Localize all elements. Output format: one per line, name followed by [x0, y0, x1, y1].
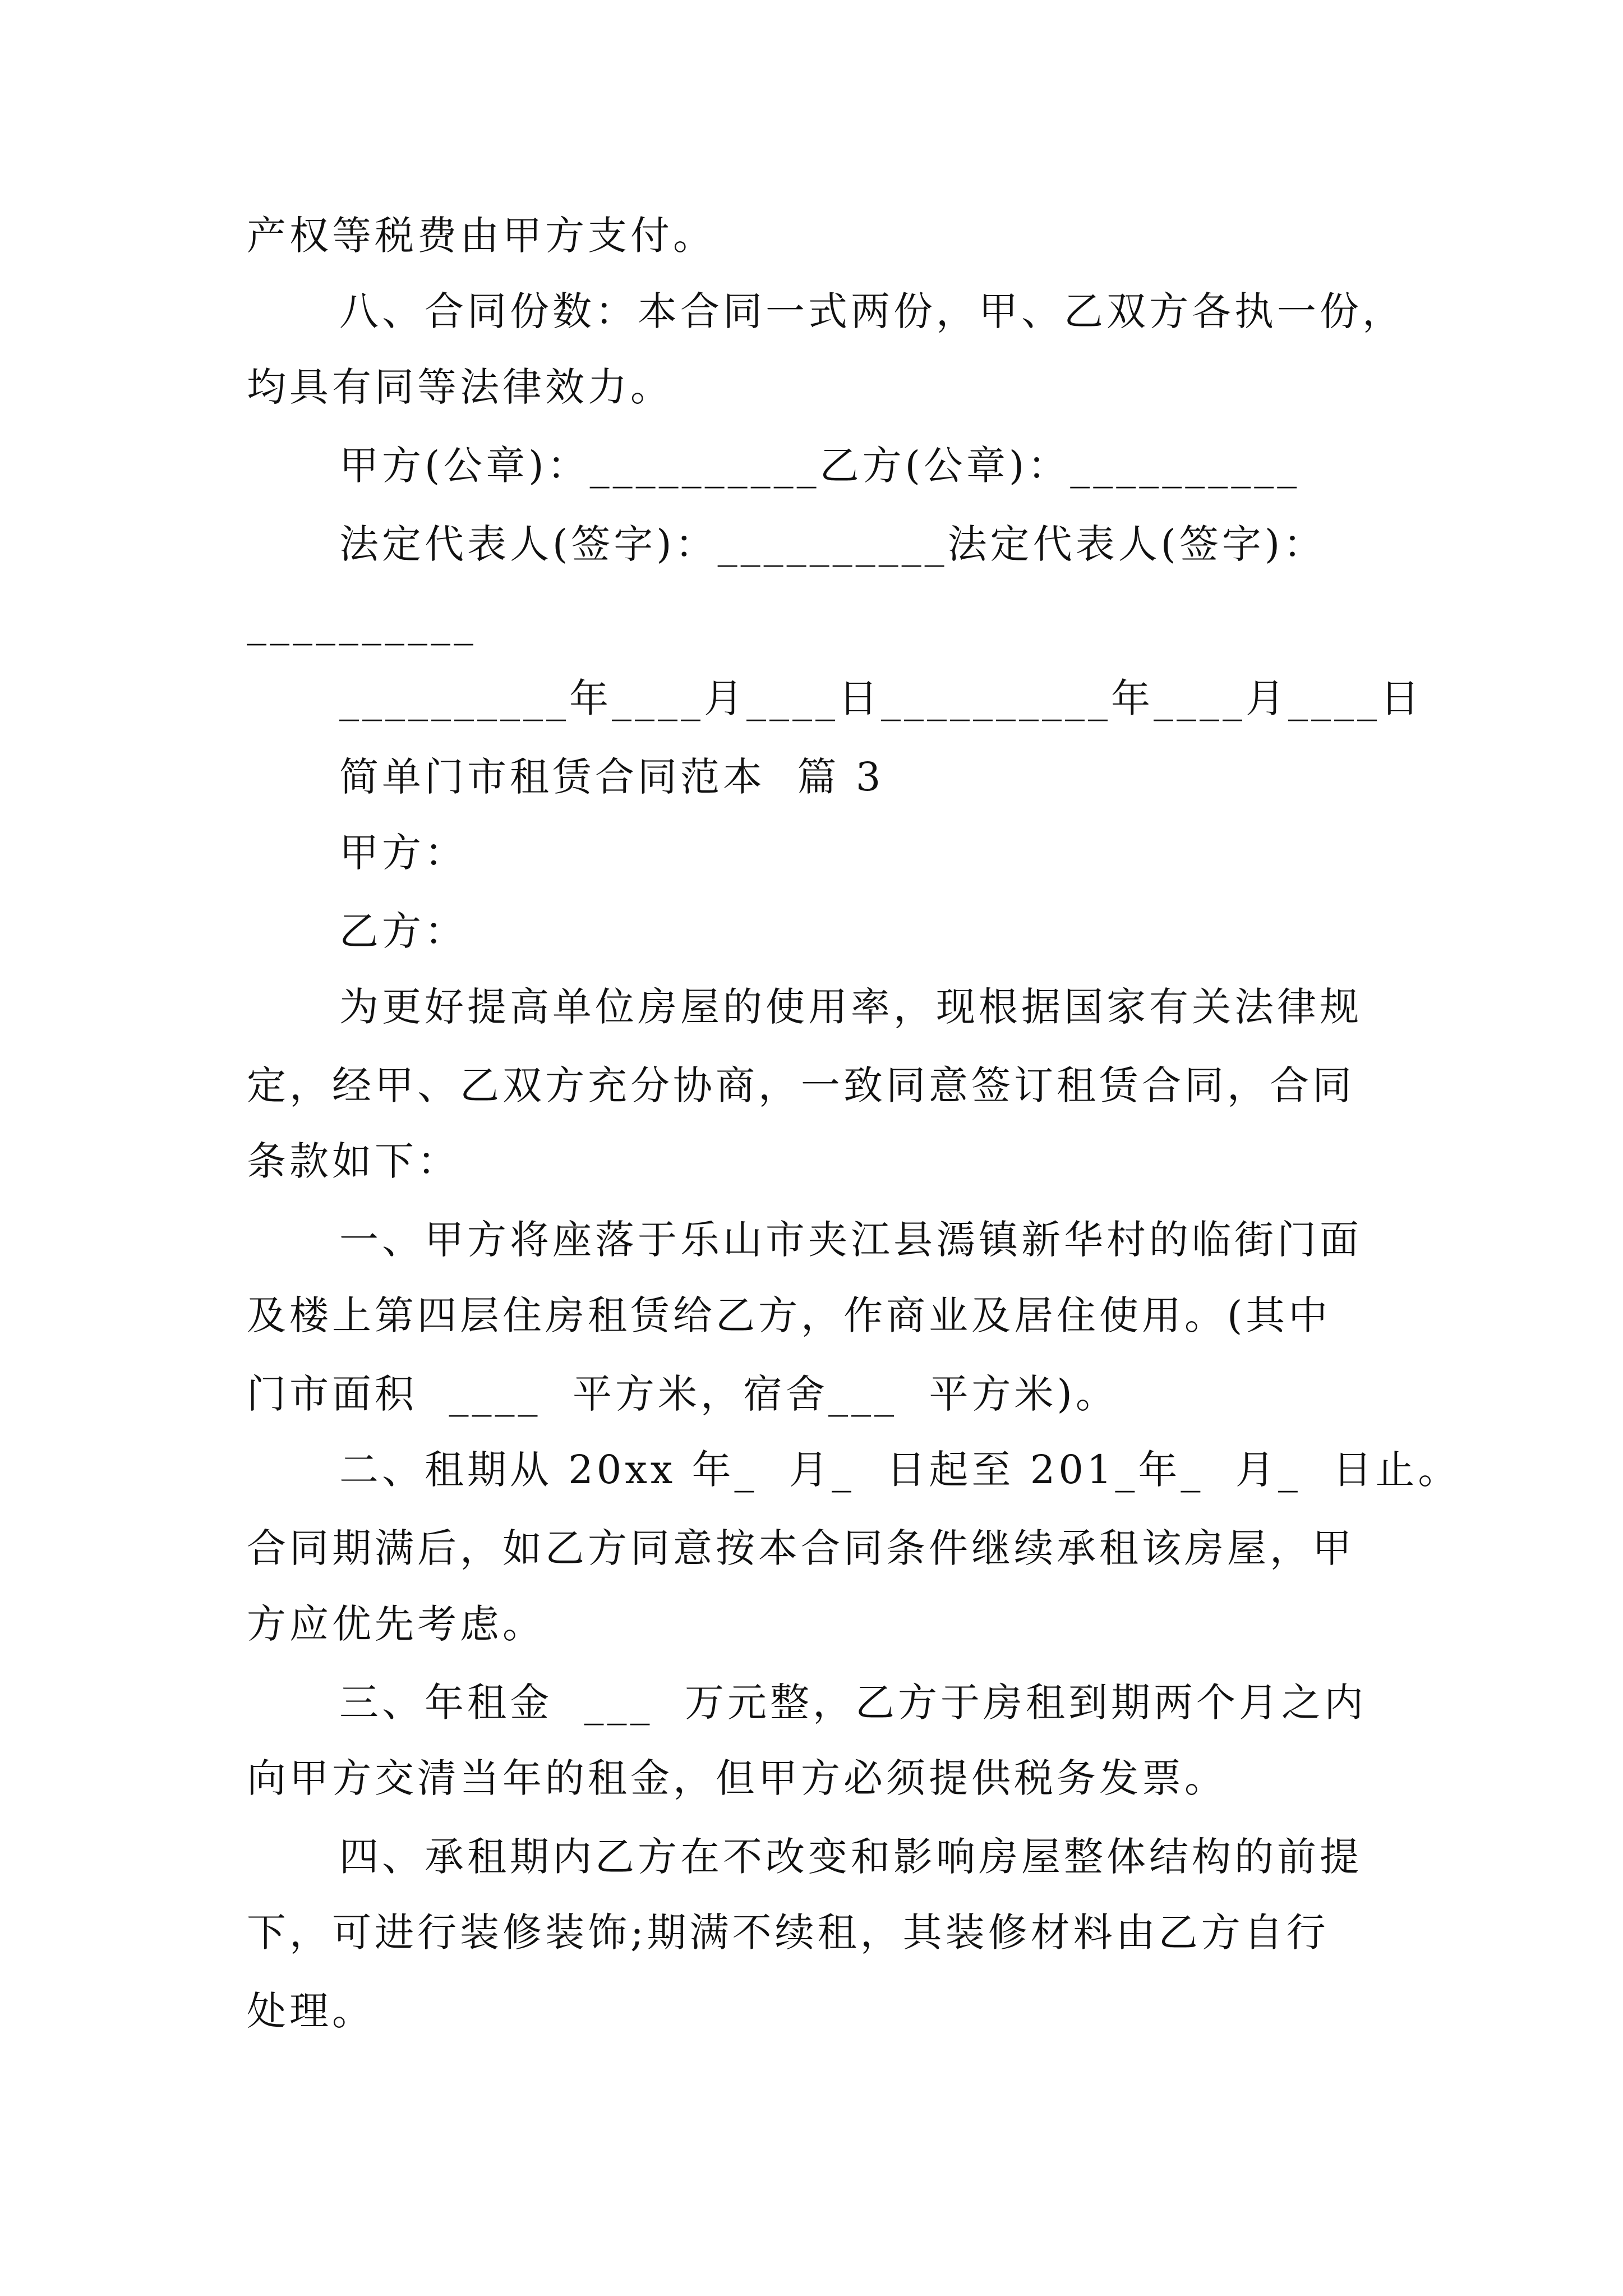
- text-line: 处理。: [247, 1988, 375, 2034]
- section-title: 简单门市租赁合同范本 篇 3: [339, 754, 884, 800]
- clause-1: 一、甲方将座落于乐山市夹江县漹镇新华村的临街门面: [339, 1217, 1362, 1263]
- text-line: 定，经甲、乙双方充分协商，一致同意签订租赁合同，合同: [247, 1062, 1355, 1108]
- text-line: 合同期满后，如乙方同意按本合同条件继续承租该房屋，甲: [247, 1525, 1355, 1571]
- signature-line-representative: 法定代表人(签字)：__________法定代表人(签字)：: [339, 521, 1326, 567]
- text-line: 向甲方交清当年的租金，但甲方必须提供税务发票。: [247, 1755, 1227, 1801]
- clause-2: 二、租期从 20xx 年_ 月_ 日起至 201_年_ 月_ 日止。: [339, 1447, 1461, 1493]
- text-line: 八、合同份数：本合同一式两份，甲、乙双方各执一份，: [339, 288, 1405, 334]
- signature-line-seal: 甲方(公章)：__________乙方(公章)：__________: [339, 443, 1301, 489]
- signature-blank: __________: [247, 600, 477, 646]
- text-line: 均具有同等法律效力。: [247, 364, 673, 410]
- text-line: 下，可进行装修装饰;期满不续租，其装修材料由乙方自行: [247, 1910, 1329, 1955]
- date-line: __________年____月____日__________年____月____日: [339, 675, 1423, 721]
- text-line: 方应优先考虑。: [247, 1601, 545, 1647]
- clause-4: 四、承租期内乙方在不改变和影响房屋整体结构的前提: [339, 1834, 1362, 1880]
- text-line: 产权等税费由甲方支付。: [247, 213, 716, 259]
- party-b-label: 乙方：: [339, 908, 467, 954]
- text-line: 及楼上第四层住房租赁给乙方，作商业及居住使用。(其中: [247, 1292, 1331, 1338]
- party-a-label: 甲方：: [339, 830, 467, 876]
- text-line: 为更好提高单位房屋的使用率，现根据国家有关法律规: [339, 984, 1362, 1030]
- clause-3: 三、年租金 ___ 万元整，乙方于房租到期两个月之内: [339, 1680, 1367, 1726]
- text-line: 条款如下：: [247, 1138, 460, 1184]
- text-line: 门市面积 ____ 平方米，宿舍___ 平方米)。: [247, 1371, 1118, 1417]
